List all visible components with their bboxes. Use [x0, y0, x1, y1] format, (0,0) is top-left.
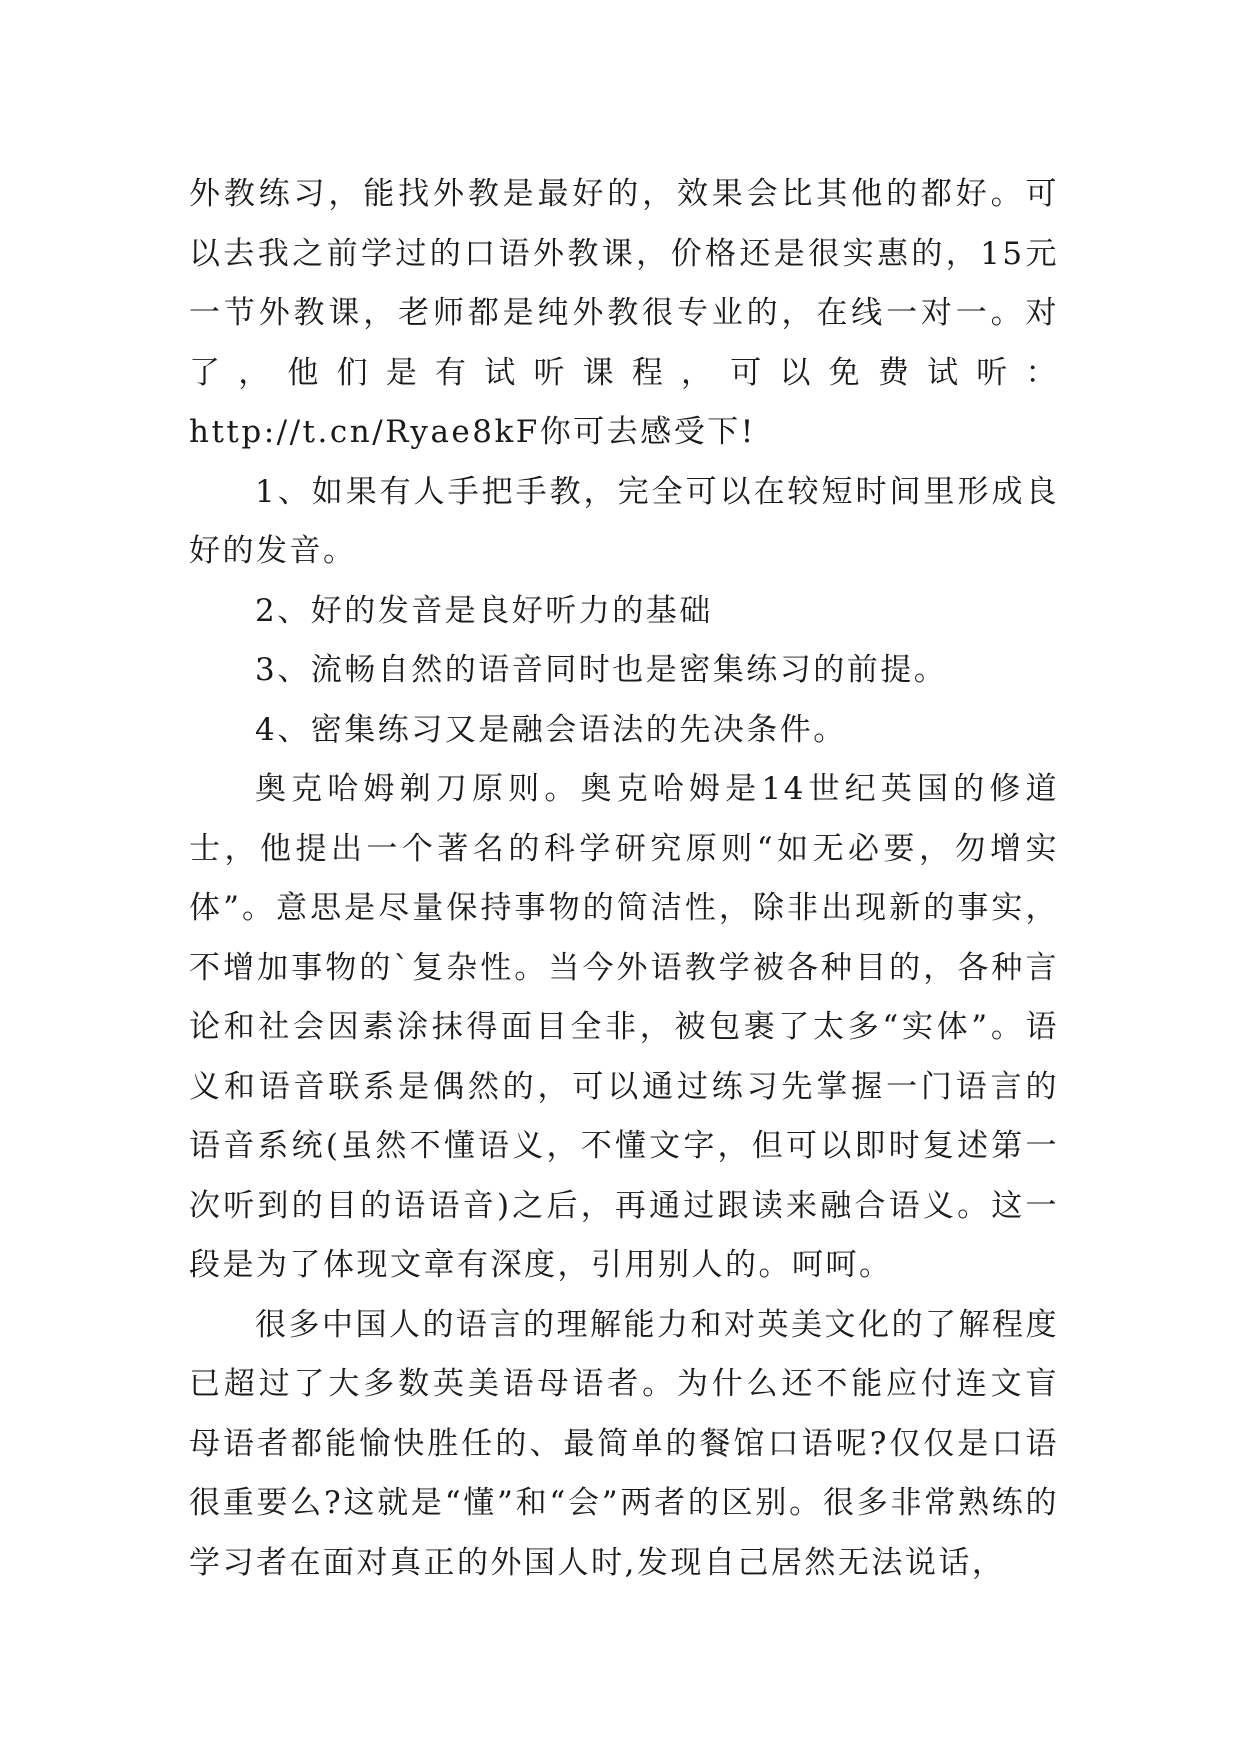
paragraph-online-tutor: 外教练习，能找外教是最好的，效果会比其他的都好。可以去我之前学过的口语外教课，价格还是很实惠的，15元一节外教课，老师都是纯外教很专业的，在线一对一。对了，他们是有试听课程，可以免费试听：http://t.cn/Ryae8kF你可去感受下! — [189, 176, 1059, 450]
paragraph-point-2: 2、好的发音是良好听力的基础 — [255, 592, 713, 629]
paragraph-point-1: 1、如果有人手把手教，完全可以在较短时间里形成良好的发音。 — [189, 473, 1059, 569]
paragraph-point-4: 4、密集练习又是融会语法的先决条件。 — [255, 711, 847, 748]
paragraph-point-3: 3、流畅自然的语音同时也是密集练习的前提。 — [255, 652, 948, 688]
paragraph-understand-vs-speak: 很多中国人的语言的理解能力和对英美文化的了解程度已超过了大多数英美语母语者。为什么还不能应付连文盲母语者都能愉快胜任的、最简单的餐馆口语呢?仅仅是口语很重要么?这就是“懂”和“会”两者的区别。很多非常熟练的学习者在面对真正的外国人时,发现自己居然无法说话， — [189, 1306, 1059, 1581]
document-body — [189, 165, 1059, 1593]
paragraph-occam-razor: 奥克哈姆剃刀原则。奥克哈姆是14世纪英国的修道士，他提出一个著名的科学研究原则“如无必要，勿增实体”。意思是尽量保持事物的简洁性，除非出现新的事实，不增加事物的`复杂性。当今外语教学被各种目的，各种言论和社会因素涂抹得面目全非，被包裹了太多“实体”。语义和语音联系是偶然的，可以通过练习先掌握一门语言的语音系统(虽然不懂语义，不懂文字，但可以即时复述第一次听到的目的语语音)之后，再通过跟读来融合语义。这一段是为了体现文章有深度，引用别人的。呵呵。 — [189, 771, 1059, 1283]
